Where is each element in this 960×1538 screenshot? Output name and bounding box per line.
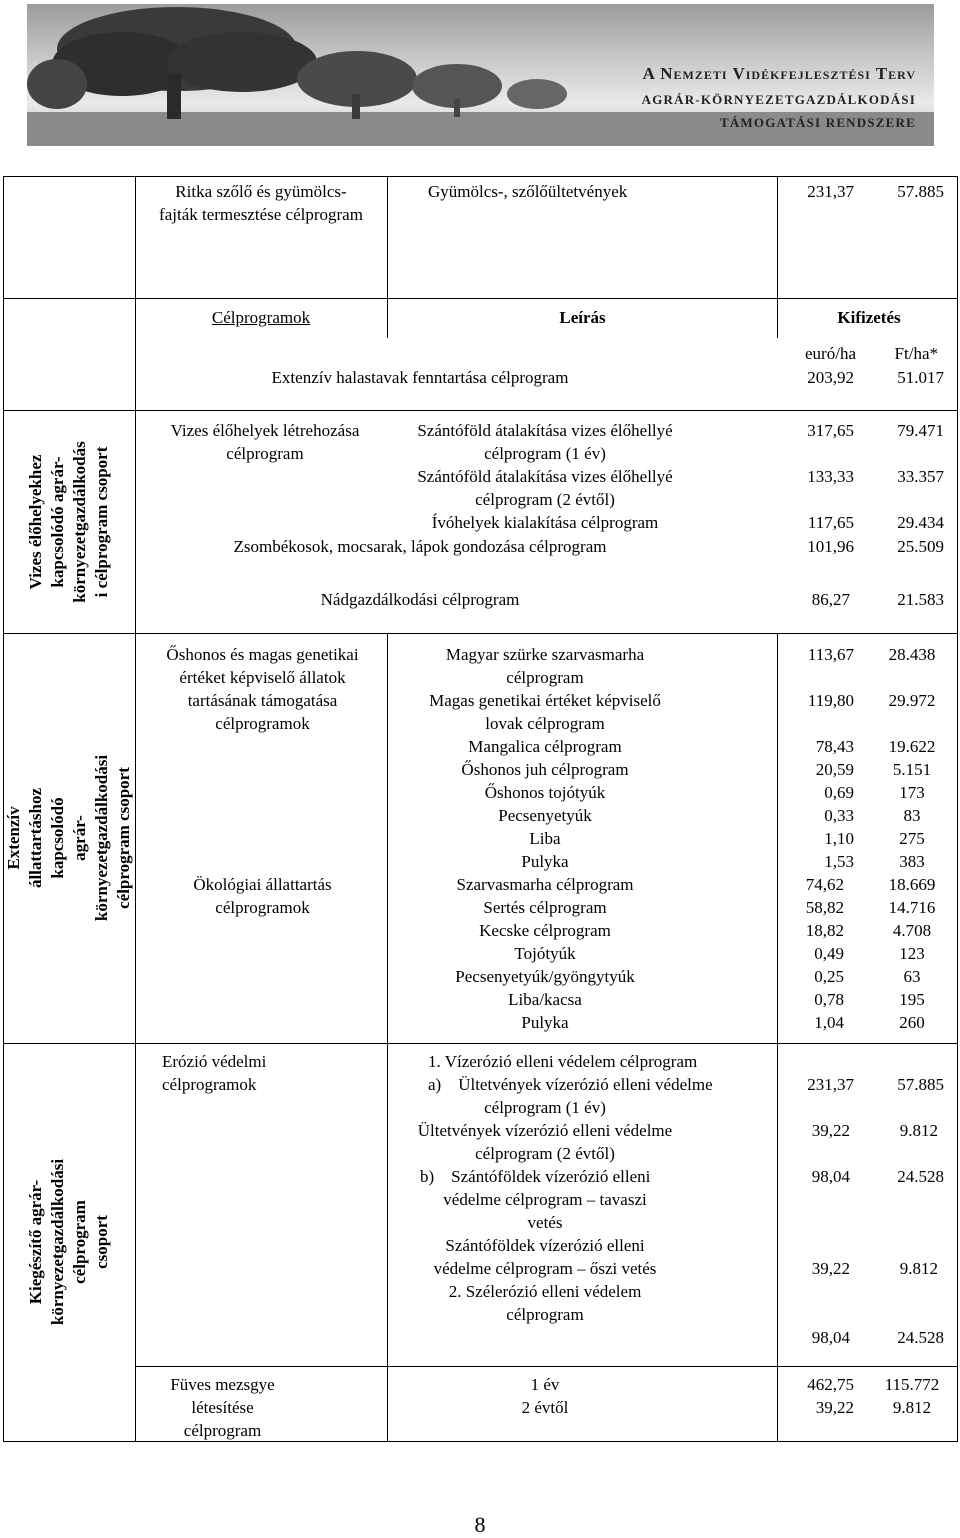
eur-vizes-3: 117,65 — [807, 513, 854, 532]
eur-vizes-2: 133,33 — [807, 467, 854, 486]
ft-oshonos: 28.438 29.972 19.622 5.151 173 83 275 383 — [888, 645, 936, 871]
desc-vizes-2: Szántóföld átalakítása vizes élőhellyé célprogram (2 évtől) — [417, 467, 673, 509]
halastavak-ft: 51.017 — [897, 368, 944, 387]
ft-ritka-szolo: 57.885 — [897, 182, 944, 201]
ft-erozio-1: 57.885 — [897, 1075, 944, 1094]
ft-erozio-4: 9.812 — [899, 1259, 938, 1278]
program-vizes: Vizes élőhelyek létrehozása célprogram — [170, 421, 360, 463]
group-allat-text: Extenzív állattartáshoz kapcsolódó agrár-környezetgazdálkodási célprogram csoport — [4, 754, 134, 922]
ft-fuves-mezsgye: 115.772 9.812 — [884, 1375, 940, 1417]
eur-okologiai: 74,62 58,82 18,82 0,49 0,25 0,78 1,04 — [805, 875, 844, 1032]
header-subtitle-2: TÁMOGATÁSI RENDSZERE — [719, 115, 916, 130]
header-celprogramok: Célprogramok — [211, 308, 311, 327]
nad-label: Nádgazdálkodási célprogram — [320, 590, 520, 609]
header-kifizetes: Kifizetés — [837, 308, 901, 327]
eur-erozio-3: 98,04 — [811, 1167, 850, 1186]
eur-erozio-1: 231,37 — [807, 1075, 854, 1094]
program-ritka-szolo: Ritka szőlő és gyümölcs- fajták termesztése célprogram — [159, 182, 363, 224]
desc-erozio-a: a) Ültetvények vízerózió elleni védelme — [428, 1075, 713, 1094]
unit-eur: euró/ha — [805, 344, 856, 363]
header-title: A Nemzeti Vidékfejlesztési Terv — [642, 64, 916, 83]
desc-okologiai: Szarvasmarha célprogram Sertés célprogram Kecske célprogram Tojótyúk Pecsenyetyúk/gyöngytyúk Liba/kacsa Pulyka — [455, 875, 635, 1032]
desc-oshonos: Magyar szürke szarvasmarha célprogram Magas genetikai értéket képviselő lovak célprogram Mangalica célprogram Őshonos juh célprogram Őshonos tojótyúk Pecsenyetyúk Liba Pulyka — [429, 645, 661, 871]
unit-ft: Ft/ha* — [894, 344, 938, 363]
nad-ft: 21.583 — [897, 590, 944, 609]
zsombekos-label: Zsombékosok, mocsarak, lápok gondozása célprogram — [233, 537, 607, 556]
desc-erozio-b-rest: védelme célprogram – tavaszi vetés Szántóföldek vízerózió elleni védelme célprogram – őszi vetés 2. Szélerózió elleni védelem célprogram — [433, 1190, 657, 1324]
ft-vizes-2: 33.357 — [897, 467, 944, 486]
desc-gyumolcs: Gyümölcs-, szőlőültetvények — [428, 182, 628, 201]
eur-erozio-2: 39,22 — [811, 1121, 850, 1140]
ft-erozio-5: 24.528 — [897, 1328, 944, 1347]
eur-erozio-4: 39,22 — [811, 1259, 850, 1278]
program-fuves-mezsgye: Füves mezsgye létesítése célprogram — [170, 1375, 275, 1440]
group-label-vizes — [3, 410, 135, 633]
eur-vizes-1: 317,65 — [807, 421, 854, 440]
nad-eur: 86,27 — [811, 590, 850, 609]
page-number: 8 — [474, 1512, 486, 1537]
group-label-allattartas — [3, 633, 135, 1043]
desc-vizes-3: Ívóhelyek kialakítása célprogram — [431, 513, 659, 532]
ft-vizes-1: 79.471 — [897, 421, 944, 440]
desc-fuves-mezsgye: 1 év 2 évtől — [521, 1375, 569, 1417]
program-oshonos: Őshonos és magas genetikai értéket képviselő állatok tartásának támogatása célprogramok — [166, 645, 359, 733]
header-subtitle-1: AGRÁR-KÖRNYEZETGAZDÁLKODÁSI — [641, 92, 916, 107]
eur-ritka-szolo: 231,37 — [807, 182, 854, 201]
desc-erozio-a-rest: célprogram (1 év) Ültetvények vízerózió elleni védelme célprogram (2 évtől) — [417, 1098, 673, 1163]
ft-okologiai: 18.669 14.716 4.708 123 63 195 260 — [888, 875, 936, 1032]
eur-fuves-mezsgye: 462,75 39,22 — [807, 1375, 854, 1417]
ft-erozio-3: 24.528 — [897, 1167, 944, 1186]
program-erozio: Erózió védelmi célprogramok — [162, 1052, 267, 1094]
halastavak-label: Extenzív halastavak fenntartása célprogram — [271, 368, 569, 387]
header-banner — [27, 4, 934, 146]
halastavak-eur: 203,92 — [807, 368, 854, 387]
desc-vizes-1: Szántóföld átalakítása vizes élőhellyé célprogram (1 év) — [417, 421, 673, 463]
zsombekos-ft: 25.509 — [897, 537, 944, 556]
group-label-kiegeszito — [3, 1043, 135, 1441]
header-leiras: Leírás — [559, 308, 606, 327]
eur-oshonos: 113,67 119,80 78,43 20,59 0,69 0,33 1,10 1,53 — [807, 645, 854, 871]
zsombekos-eur: 101,96 — [807, 537, 854, 556]
eur-erozio-5: 98,04 — [811, 1328, 850, 1347]
program-okologiai: Ökológiai állattartás célprogramok — [193, 875, 332, 917]
desc-erozio-line1: 1. Vízerózió elleni védelem célprogram — [428, 1052, 698, 1071]
group-vizes-text: Vizes élőhelyekhez kapcsolódó agrár- környezetgazdálkodás i célprogram csoport — [26, 440, 111, 603]
ft-erozio-2: 9.812 — [899, 1121, 938, 1140]
group-kieg-text: Kiegészítő agrár- környezetgazdálkodási célprogram csoport — [26, 1158, 112, 1326]
desc-erozio-b: b) Szántóföldek vízerózió elleni — [420, 1167, 651, 1186]
ft-vizes-3: 29.434 — [897, 513, 944, 532]
